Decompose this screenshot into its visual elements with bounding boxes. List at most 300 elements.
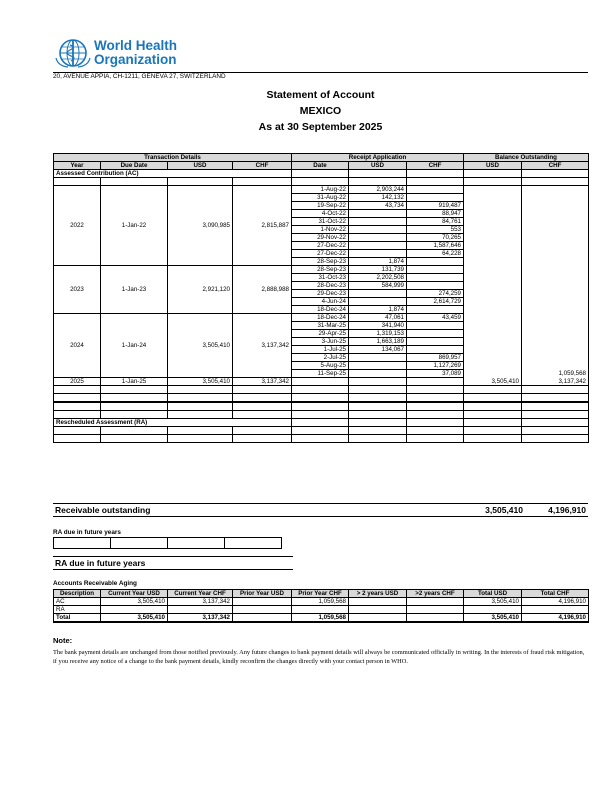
receipt-chf: 84,761 (407, 218, 464, 226)
column-header: Due Date (101, 162, 168, 170)
balance-usd (464, 202, 522, 210)
empty-cell (233, 178, 292, 186)
empty-cell (101, 178, 168, 186)
balance-usd (464, 362, 522, 370)
empty-cell (233, 394, 292, 403)
empty-cell (292, 419, 349, 427)
aging-value: 4,196,910 (522, 614, 589, 623)
mini-cell (225, 538, 282, 549)
receipt-usd (349, 298, 407, 306)
receipt-date: 1-Jul-25 (292, 346, 349, 354)
aging-value: 3,505,410 (464, 598, 522, 606)
column-header: CHF (522, 162, 589, 170)
empty-cell (233, 435, 292, 443)
empty-cell (101, 427, 168, 435)
assessment-due-date: 1-Jan-25 (101, 378, 168, 386)
receipt-chf (407, 282, 464, 290)
assessment-year: 2023 (54, 266, 101, 314)
empty-row (54, 394, 589, 403)
receipt-chf: 64,228 (407, 250, 464, 258)
aging-row (54, 598, 589, 606)
mini-cell (54, 538, 111, 549)
receipt-chf (407, 330, 464, 338)
balance-chf (522, 314, 589, 322)
aging-value: 3,505,410 (464, 614, 522, 623)
empty-cell (292, 170, 349, 178)
aging-value (292, 606, 349, 614)
empty-cell (464, 411, 522, 419)
receipt-row (54, 314, 589, 322)
receipt-date: 18-Dec-24 (292, 314, 349, 322)
column-header: CHF (407, 162, 464, 170)
aging-value (407, 614, 464, 623)
empty-cell (522, 386, 589, 394)
statement-title: Statement of Account (266, 89, 375, 101)
country-title: MEXICO (299, 105, 342, 117)
empty-cell (101, 411, 168, 419)
empty-cell (349, 170, 407, 178)
receipt-chf (407, 338, 464, 346)
empty-cell (522, 419, 589, 427)
group-header-row (54, 154, 589, 162)
empty-cell (407, 427, 464, 435)
balance-usd (464, 354, 522, 362)
aging-value (349, 606, 407, 614)
receipt-usd: 134,067 (349, 346, 407, 354)
assessment-due-date: 1-Jan-24 (101, 314, 168, 378)
assessment-chf: 2,888,988 (233, 266, 292, 314)
org-name-line1: World Health (94, 38, 178, 53)
receipt-date: 28-Dec-23 (292, 282, 349, 290)
balance-chf (522, 354, 589, 362)
empty-cell (464, 427, 522, 435)
receipt-chf (407, 274, 464, 282)
empty-cell (168, 386, 233, 394)
receipt-date: 4-Jun-24 (292, 298, 349, 306)
aging-value (407, 598, 464, 606)
balance-chf (522, 362, 589, 370)
receipt-usd (349, 290, 407, 298)
receipt-chf (407, 258, 464, 266)
aging-description: AC (54, 598, 101, 606)
receipt-usd: 2,903,244 (349, 186, 407, 194)
receipt-usd (349, 242, 407, 250)
aging-column-header: >2 years CHF (407, 590, 464, 598)
balance-chf (522, 266, 589, 274)
balance-chf (522, 186, 589, 194)
balance-usd (464, 218, 522, 226)
empty-cell (101, 386, 168, 394)
aging-value: 3,505,410 (101, 598, 168, 606)
empty-row (54, 386, 589, 394)
balance-chf (522, 298, 589, 306)
statement-table (53, 153, 589, 443)
empty-cell (407, 386, 464, 394)
receipt-usd (349, 370, 407, 378)
empty-cell (522, 394, 589, 403)
receipt-row (54, 378, 589, 386)
assessment-year: 2024 (54, 314, 101, 378)
ra-future-label: RA due in future years (55, 558, 146, 568)
receipt-chf: 1,587,646 (407, 242, 464, 250)
column-header: CHF (233, 162, 292, 170)
balance-chf (522, 338, 589, 346)
column-header: Date (292, 162, 349, 170)
empty-cell (54, 411, 101, 419)
org-address: 20, AVENUE APPIA, CH-1211, GENEVA 27, SWITZERLAND (53, 73, 226, 80)
empty-cell (168, 435, 233, 443)
empty-cell (292, 402, 349, 411)
balance-usd (464, 234, 522, 242)
empty-cell (233, 427, 292, 435)
balance-usd (464, 226, 522, 234)
aging-column-header: Prior Year USD (233, 590, 292, 598)
empty-cell (349, 178, 407, 186)
empty-cell (349, 394, 407, 403)
receivable-chf: 4,196,910 (548, 505, 586, 515)
assessment-chf: 3,137,342 (233, 378, 292, 386)
aging-value (233, 606, 292, 614)
note-text: The bank payment details are unchanged from those notified previously. Any future changes to bank payment details will always be communicated officially in writing. In the interests of fraud risk mitigation, if you receive any notice of a change to the bank payment details, kindly reconfirm the changes directly with your contact person in WHO. (53, 649, 585, 665)
assessment-year: 2025 (54, 378, 101, 386)
receipt-date: 31-Oct-23 (292, 274, 349, 282)
note-heading: Note: (53, 636, 73, 645)
empty-cell (292, 386, 349, 394)
balance-chf: 1,059,568 (522, 370, 589, 378)
empty-cell (349, 402, 407, 411)
receipt-date: 4-Oct-22 (292, 210, 349, 218)
receipt-usd: 1,874 (349, 306, 407, 314)
empty-cell (54, 178, 101, 186)
empty-cell (349, 386, 407, 394)
receipt-chf (407, 194, 464, 202)
empty-cell (168, 394, 233, 403)
receipt-date: 1-Nov-22 (292, 226, 349, 234)
receipt-usd: 142,132 (349, 194, 407, 202)
balance-chf (522, 226, 589, 234)
aging-value: 3,137,342 (168, 614, 233, 623)
empty-cell (101, 402, 168, 411)
receipt-usd: 2,202,508 (349, 274, 407, 282)
aging-value (464, 606, 522, 614)
balance-chf (522, 218, 589, 226)
aging-value (522, 606, 589, 614)
balance-usd (464, 186, 522, 194)
receipt-usd (349, 210, 407, 218)
as-at-date: As at 30 September 2025 (258, 121, 383, 133)
receipt-date: 28-Sep-23 (292, 258, 349, 266)
empty-cell (292, 178, 349, 186)
aging-column-header: Prior Year CHF (292, 590, 349, 598)
receipt-date: 31-Mar-25 (292, 322, 349, 330)
aging-title: Accounts Receivable Aging (53, 580, 137, 587)
empty-cell (292, 394, 349, 403)
who-emblem-icon (53, 38, 93, 68)
empty-cell (168, 178, 233, 186)
receipt-chf (407, 378, 464, 386)
aging-row (54, 614, 589, 623)
aging-value (349, 598, 407, 606)
balance-usd (464, 290, 522, 298)
assessment-usd: 3,505,410 (168, 378, 233, 386)
balance-usd (464, 210, 522, 218)
receipt-chf: 37,089 (407, 370, 464, 378)
empty-row (54, 402, 589, 411)
balance-usd (464, 346, 522, 354)
empty-cell (522, 402, 589, 411)
receipt-date: 11-Sep-25 (292, 370, 349, 378)
empty-cell (54, 427, 101, 435)
balance-usd (464, 266, 522, 274)
empty-row (54, 178, 589, 186)
empty-cell (464, 435, 522, 443)
receipt-chf: 553 (407, 226, 464, 234)
receipt-usd: 584,999 (349, 282, 407, 290)
aging-column-header: Current Year CHF (168, 590, 233, 598)
empty-cell (407, 170, 464, 178)
empty-cell (101, 435, 168, 443)
balance-chf (522, 210, 589, 218)
empty-cell (407, 419, 464, 427)
receipt-chf: 43,459 (407, 314, 464, 322)
receipt-date: 27-Dec-22 (292, 242, 349, 250)
empty-cell (54, 386, 101, 394)
mini-cell (111, 538, 168, 549)
receipt-usd (349, 354, 407, 362)
empty-cell (292, 427, 349, 435)
empty-cell (522, 411, 589, 419)
ra-future-mini-table (53, 537, 282, 549)
balance-usd (464, 306, 522, 314)
mini-cell (168, 538, 225, 549)
balance-chf (522, 322, 589, 330)
receipt-date: 27-Dec-22 (292, 250, 349, 258)
empty-cell (168, 427, 233, 435)
receivable-outstanding-row (53, 503, 588, 517)
receipt-date: 18-Dec-24 (292, 306, 349, 314)
aging-row (54, 606, 589, 614)
receipt-usd: 47,061 (349, 314, 407, 322)
empty-cell (233, 411, 292, 419)
column-header: USD (464, 162, 522, 170)
receipt-usd (349, 234, 407, 242)
empty-row (54, 411, 589, 419)
empty-cell (233, 402, 292, 411)
receipt-usd (349, 378, 407, 386)
receipt-date: 5-Aug-25 (292, 362, 349, 370)
balance-usd (464, 250, 522, 258)
balance-chf (522, 282, 589, 290)
receipt-chf (407, 346, 464, 354)
balance-chf (522, 258, 589, 266)
receipt-usd (349, 218, 407, 226)
receipt-date: 29-Apr-25 (292, 330, 349, 338)
receipt-chf: 274,259 (407, 290, 464, 298)
column-header: USD (349, 162, 407, 170)
aging-value (233, 598, 292, 606)
receipt-usd: 1,319,153 (349, 330, 407, 338)
aging-value (233, 614, 292, 623)
assessment-chf: 3,137,342 (233, 314, 292, 378)
balance-usd (464, 298, 522, 306)
balance-usd (464, 314, 522, 322)
empty-cell (168, 411, 233, 419)
section-row (54, 170, 589, 178)
assessment-due-date: 1-Jan-23 (101, 266, 168, 314)
empty-cell (522, 170, 589, 178)
assessment-due-date: 1-Jan-22 (101, 186, 168, 266)
empty-cell (407, 411, 464, 419)
balance-usd (464, 282, 522, 290)
receipt-usd: 131,739 (349, 266, 407, 274)
empty-cell (233, 386, 292, 394)
receipt-chf (407, 322, 464, 330)
aging-column-header: Description (54, 590, 101, 598)
empty-cell (349, 411, 407, 419)
section-row (54, 419, 589, 427)
aging-value (349, 614, 407, 623)
balance-usd (464, 194, 522, 202)
aging-value (407, 606, 464, 614)
aging-column-header: > 2 years USD (349, 590, 407, 598)
empty-cell (54, 402, 101, 411)
aging-column-header: Total USD (464, 590, 522, 598)
empty-cell (522, 435, 589, 443)
assessment-usd: 2,921,120 (168, 266, 233, 314)
aging-column-header: Current Year USD (101, 590, 168, 598)
receipt-date: 29-Nov-22 (292, 234, 349, 242)
balance-usd: 3,505,410 (464, 378, 522, 386)
receipt-date: 1-Aug-22 (292, 186, 349, 194)
aging-column-header: Total CHF (522, 590, 589, 598)
aging-value: 3,137,342 (168, 598, 233, 606)
empty-cell (407, 178, 464, 186)
ra-future-row (53, 556, 293, 570)
empty-cell (464, 170, 522, 178)
receipt-date: 29-Dec-23 (292, 290, 349, 298)
receipt-chf (407, 266, 464, 274)
balance-chf (522, 250, 589, 258)
balance-chf (522, 290, 589, 298)
aging-value (168, 606, 233, 614)
balance-chf (522, 306, 589, 314)
receipt-chf (407, 186, 464, 194)
balance-chf (522, 330, 589, 338)
empty-cell (407, 394, 464, 403)
receipt-row (54, 186, 589, 194)
receipt-usd: 341,940 (349, 322, 407, 330)
column-header: USD (168, 162, 233, 170)
empty-cell (168, 402, 233, 411)
group-balance: Balance Outstanding (464, 154, 589, 162)
balance-chf (522, 242, 589, 250)
receipt-chf (407, 306, 464, 314)
receipt-usd: 1,874 (349, 258, 407, 266)
empty-cell (54, 435, 101, 443)
receipt-chf: 2,614,729 (407, 298, 464, 306)
receipt-date: 28-Sep-23 (292, 266, 349, 274)
section-ra-label: Rescheduled Assessment (RA) (54, 419, 292, 427)
empty-cell (349, 419, 407, 427)
empty-cell (349, 435, 407, 443)
receipt-chf: 919,487 (407, 202, 464, 210)
receipt-chf: 88,947 (407, 210, 464, 218)
empty-cell (464, 419, 522, 427)
receipt-date: 2-Jul-25 (292, 354, 349, 362)
aging-value (101, 606, 168, 614)
aging-table (53, 589, 589, 623)
section-ac-label: Assessed Contribution (AC) (54, 170, 292, 178)
column-header-row (54, 162, 589, 170)
aging-value: 1,059,568 (292, 598, 349, 606)
group-receipt: Receipt Application (292, 154, 464, 162)
aging-header-row (54, 590, 589, 598)
balance-usd (464, 258, 522, 266)
balance-chf (522, 346, 589, 354)
empty-cell (54, 394, 101, 403)
aging-value: 1,059,568 (292, 614, 349, 623)
empty-row (54, 435, 589, 443)
aging-description: Total (54, 614, 101, 623)
empty-cell (407, 435, 464, 443)
ra-future-small-label: RA due in future years (53, 529, 121, 536)
empty-cell (522, 178, 589, 186)
assessment-chf: 2,815,887 (233, 186, 292, 266)
column-header: Year (54, 162, 101, 170)
empty-cell (292, 411, 349, 419)
receipt-chf: 70,265 (407, 234, 464, 242)
empty-cell (464, 402, 522, 411)
receipt-date: 19-Sep-22 (292, 202, 349, 210)
aging-description: RA (54, 606, 101, 614)
balance-chf (522, 274, 589, 282)
assessment-usd: 3,505,410 (168, 314, 233, 378)
receipt-row (54, 266, 589, 274)
balance-chf (522, 234, 589, 242)
group-transaction: Transaction Details (54, 154, 292, 162)
empty-cell (464, 386, 522, 394)
empty-cell (464, 394, 522, 403)
receipt-usd: 43,734 (349, 202, 407, 210)
balance-chf (522, 194, 589, 202)
empty-cell (101, 394, 168, 403)
empty-row (54, 427, 589, 435)
receipt-chf: 1,127,269 (407, 362, 464, 370)
receipt-usd (349, 226, 407, 234)
receivable-usd: 3,505,410 (485, 505, 523, 515)
balance-usd (464, 370, 522, 378)
empty-cell (349, 427, 407, 435)
aging-value: 4,196,910 (522, 598, 589, 606)
org-name-line2: Organization (94, 52, 177, 67)
balance-usd (464, 242, 522, 250)
receipt-date: 31-Aug-22 (292, 194, 349, 202)
empty-cell (464, 178, 522, 186)
assessment-usd: 3,090,985 (168, 186, 233, 266)
empty-cell (407, 402, 464, 411)
balance-chf: 3,137,342 (522, 378, 589, 386)
receipt-date: 31-Oct-22 (292, 218, 349, 226)
receipt-usd (349, 250, 407, 258)
balance-usd (464, 338, 522, 346)
assessment-year: 2022 (54, 186, 101, 266)
receivable-label: Receivable outstanding (55, 505, 151, 515)
receipt-chf: 869,957 (407, 354, 464, 362)
receipt-usd (349, 362, 407, 370)
balance-usd (464, 274, 522, 282)
balance-chf (522, 202, 589, 210)
balance-usd (464, 330, 522, 338)
